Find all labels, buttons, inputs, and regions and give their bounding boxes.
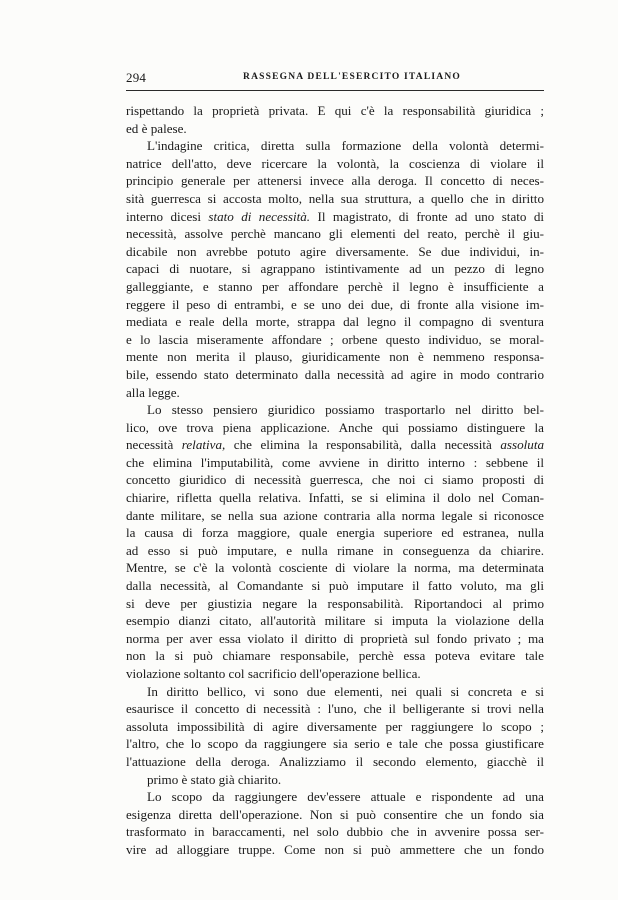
text-segment: necessità (126, 437, 182, 453)
text-line: concetto giuridico di necessità guerresca, che noi ci siamo proposti di (126, 472, 544, 488)
text-line: esaurisce il concetto di necessità : l'uno, che il belligerante si trovi nella (126, 701, 544, 717)
text-line: ad esso si può imputare, e nulla rimane in conseguenza da chiarire. (126, 542, 544, 558)
text-line: L'indagine critica, diretta sulla formazione della volontà determi- (147, 138, 544, 154)
text-line: si deve per giustizia negare la responsabilità. Riportandoci al primo (126, 595, 544, 611)
page (126, 68, 544, 859)
text-line: dante militare, se nella sua azione contraria alla norma legale si riconosce (126, 507, 544, 523)
text-line: alla legge. (126, 384, 180, 400)
text-line: Mentre, se c'è la volontà cosciente di violare la norma, ma determinata (126, 560, 544, 576)
text-segment: che elimina la responsabilità, dalla necessità (225, 437, 501, 453)
text-line (126, 436, 544, 454)
text-line: reggere il peso di entrambi, e se uno dei due, di fronte alla visione im- (126, 296, 544, 312)
text-line: dicabile non avrebbe potuto agire diversamente. Se due individui, in- (126, 243, 544, 259)
text-line: la causa di forza maggiore, quale energia superiore ed estranea, nulla (126, 525, 544, 541)
text-line: violazione soltanto col sacrificio dell'operazione bellica. (126, 666, 421, 681)
text-line: chiarire, rifletta quella relativa. Infatti, se si elimina il dolo nel Coman- (126, 490, 544, 506)
text-line: e lo lascia miseramente affondare ; orbene questo individuo, se moral- (126, 331, 544, 347)
text-line: esigenza diretta dell'operazione. Non si può consentire che un fondo sia (126, 806, 544, 822)
text-line: lico, ove trova piena applicazione. Anche qui possiamo distinguere la (126, 419, 544, 435)
text-line (126, 208, 544, 226)
text-line: natrice dell'atto, deve ricercare la volontà, la coscienza di violare il (126, 155, 544, 171)
emphasis: assoluta (500, 437, 544, 453)
text-line: che elimina l'imputabilità, come avviene in diritto interno : sebbene il (126, 454, 544, 470)
text-line: Lo stesso pensiero giuridico possiamo trasportarlo nel diritto bel- (147, 402, 544, 418)
text-line: l'attuazione della deroga. Analizziamo il secondo elemento, giacchè il (126, 753, 544, 769)
text-line: ed è palese. (126, 120, 187, 136)
text-line: sità guerresca si accosta molto, nella sua struttura, a quello che in diritto (126, 190, 544, 206)
text-line: Lo scopo da raggiungere dev'essere attuale e rispondente ad una (147, 789, 544, 805)
text-line: non la si può chiamare responsabile, perchè essa poteva evitare tale (126, 648, 544, 664)
text-line: necessità, assolve perchè mancano gli elementi del reato, perchè il giu- (126, 226, 544, 242)
text-line: norma per aver essa violato il diritto di proprietà sul fondo privato ; ma (126, 630, 544, 646)
running-title: RASSEGNA DELL'ESERCITO ITALIANO (243, 72, 461, 82)
text-line: rispettando la proprietà privata. E qui c'è la responsabilità giuridica ; (126, 103, 544, 118)
text-line: mente non merita il plauso, giuridicamente non è nemmeno responsa- (126, 349, 544, 365)
text-line: trasformato in baraccamenti, nel solo dubbio che in avvenire possa ser- (126, 824, 544, 840)
text-line: assoluta impossibilità di agire diversamente per raggiungere lo scopo ; (126, 718, 544, 734)
text-line: l'altro, che lo scopo da raggiungere sia serio e tale che possa giustificare (126, 736, 544, 752)
page-header (126, 68, 544, 91)
text-line: primo è stato già chiarito. (147, 771, 282, 787)
body-text (126, 102, 544, 859)
page-number: 294 (126, 70, 147, 85)
text-line: principio generale per attenersi invece alla deroga. Il concetto di neces- (126, 173, 544, 189)
text-segment: interno dicesi (126, 208, 209, 224)
text-line: capaci di nuotare, si agrappano istintivamente ad un pezzo di legno (126, 261, 544, 277)
text-line: galleggiante, e stanno per affondare perchè il legno è insufficiente a (126, 278, 544, 294)
text-segment: Il magistrato, di fronte ad uno stato di (310, 208, 545, 224)
emphasis: stato di necessità. (208, 208, 311, 224)
text-line: dalla necessità, al Comandante si può imputare il fatto voluto, ma gli (126, 578, 544, 594)
text-line: mediata e reale della morte, strappa dal legno il compagno di sventura (126, 314, 544, 330)
text-line: vire ad alloggiare truppe. Come non si può ammettere che un fondo (126, 841, 544, 857)
emphasis: relativa, (181, 437, 226, 453)
text-line: esempio dianzi citato, all'autorità militare si imputa la violazione della (126, 613, 544, 629)
text-line: In diritto bellico, vi sono due elementi, nei quali si concreta e si (147, 683, 544, 699)
text-line: bile, essendo stato determinato dalla necessità ad agire in modo contrario (126, 366, 544, 382)
